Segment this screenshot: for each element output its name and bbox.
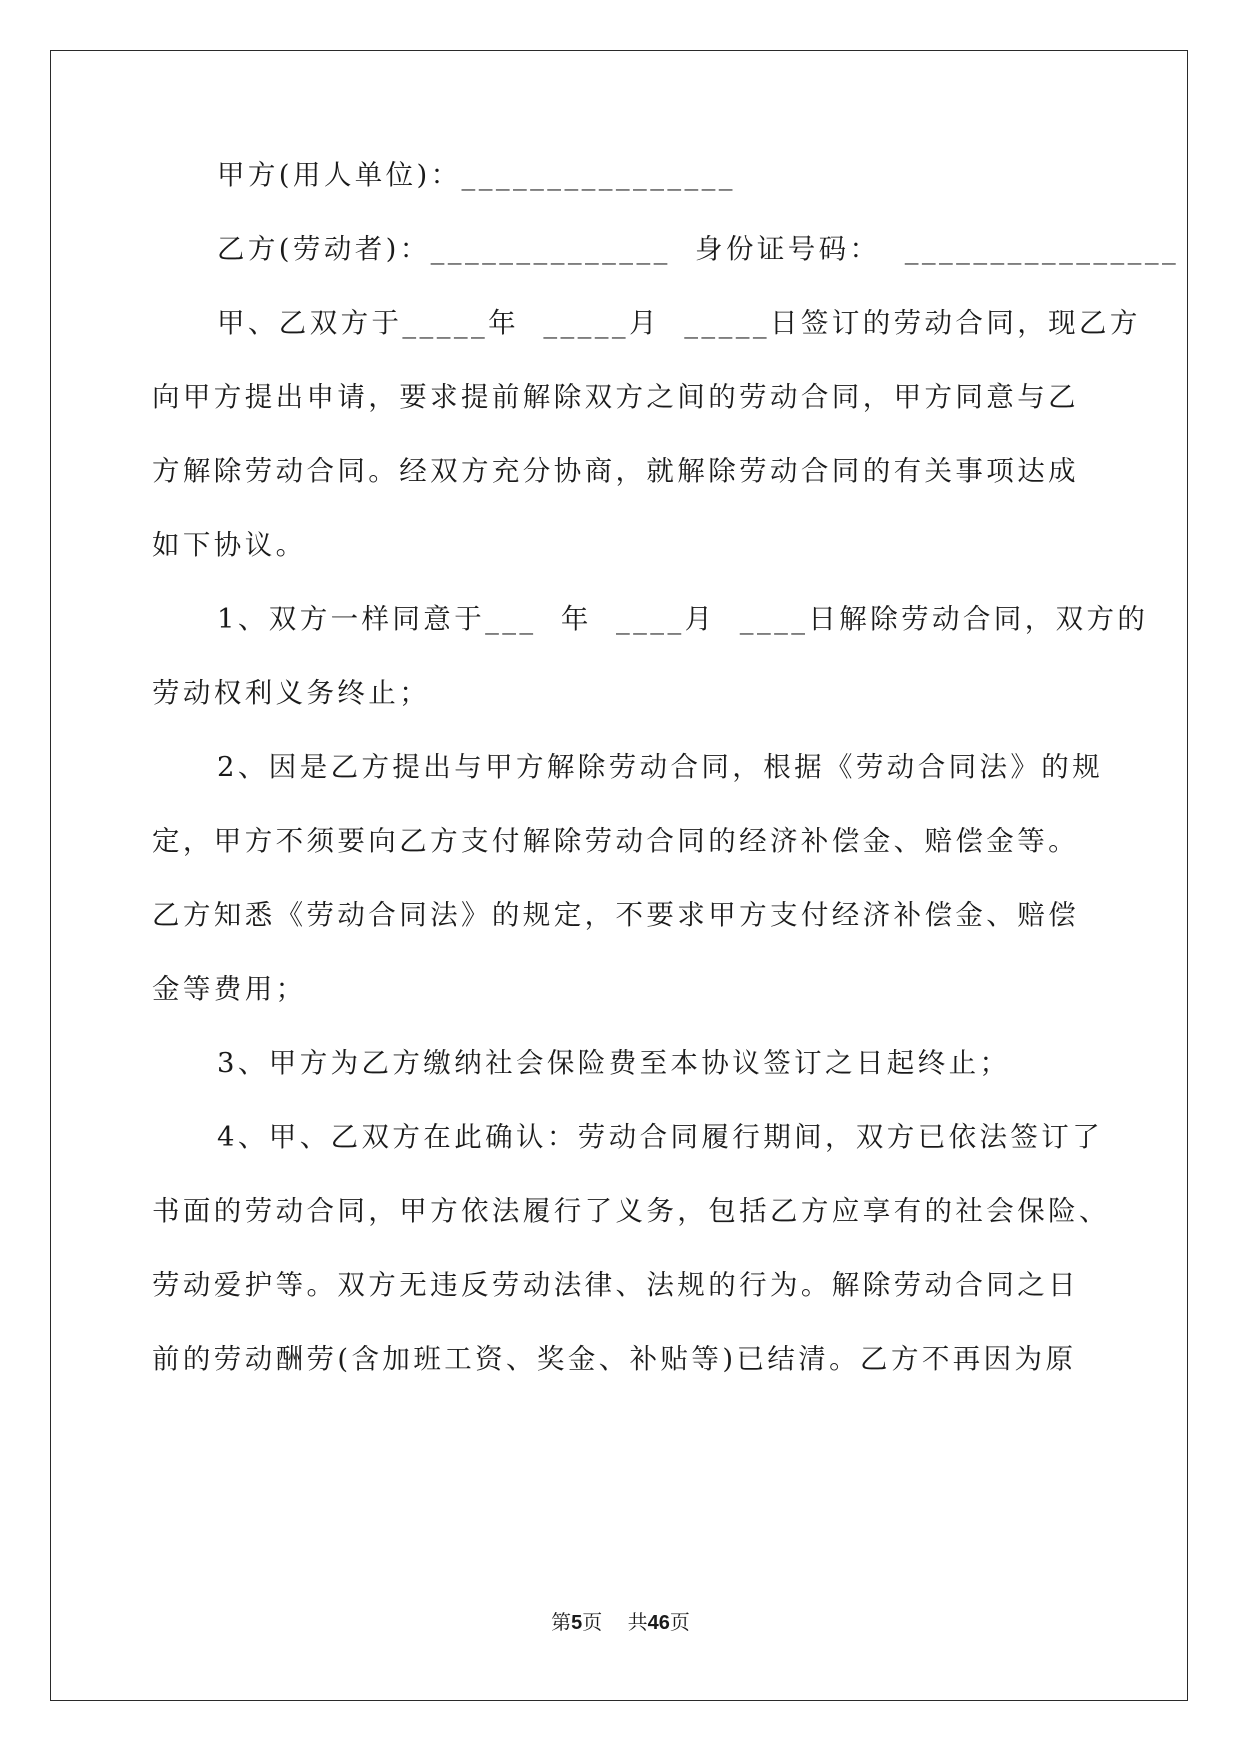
paragraph-line: 方解除劳动合同。经双方充分协商，就解除劳动合同的有关事项达成 xyxy=(152,455,1079,487)
clause-4-line: 劳动爱护等。双方无违反劳动法律、法规的行为。解除劳动合同之日 xyxy=(152,1269,1079,1301)
clause-1-line: 1、双方一样同意于___ 年 ____月 ____日解除劳动合同，双方的 xyxy=(217,603,1149,635)
clause-1-line: 劳动权利义务终止； xyxy=(152,677,431,709)
total-pages: 46 xyxy=(647,1612,670,1634)
clause-4-line: 书面的劳动合同，甲方依法履行了义务，包括乙方应享有的社会保险、 xyxy=(152,1195,1110,1227)
party-b-line: 乙方(劳动者)：______________ 身份证号码： ________________ xyxy=(217,233,1180,265)
paragraph-line: 如下协议。 xyxy=(152,529,307,561)
total-suffix: 页 xyxy=(669,1610,690,1634)
total-prefix: 共 xyxy=(627,1610,648,1634)
page-footer xyxy=(0,1610,1241,1635)
paragraph-line: 向甲方提出申请，要求提前解除双方之间的劳动合同，甲方同意与乙 xyxy=(152,381,1079,413)
page-border xyxy=(50,50,1188,1701)
page-number: 5 xyxy=(571,1612,583,1634)
paragraph-line: 甲、乙双方于_____年 _____月 _____日签订的劳动合同，现乙方 xyxy=(217,307,1141,339)
clause-4-line: 前的劳动酬劳(含加班工资、奖金、补贴等)已结清。乙方不再因为原 xyxy=(152,1343,1077,1375)
clause-2-line: 乙方知悉《劳动合同法》的规定，不要求甲方支付经济补偿金、赔偿 xyxy=(152,899,1079,931)
page-suffix: 页 xyxy=(582,1610,603,1634)
clause-3-line: 3、甲方为乙方缴纳社会保险费至本协议签订之日起终止； xyxy=(217,1047,1011,1079)
page-prefix: 第 xyxy=(551,1610,572,1634)
party-a-line: 甲方(用人单位)：________________ xyxy=(217,159,736,191)
clause-2-line: 定，甲方不须要向乙方支付解除劳动合同的经济补偿金、赔偿金等。 xyxy=(152,825,1079,857)
clause-2-line: 金等费用； xyxy=(152,973,307,1005)
clause-4-line: 4、甲、乙双方在此确认：劳动合同履行期间，双方已依法签订了 xyxy=(217,1121,1104,1153)
clause-2-line: 2、因是乙方提出与甲方解除劳动合同，根据《劳动合同法》的规 xyxy=(217,751,1104,783)
